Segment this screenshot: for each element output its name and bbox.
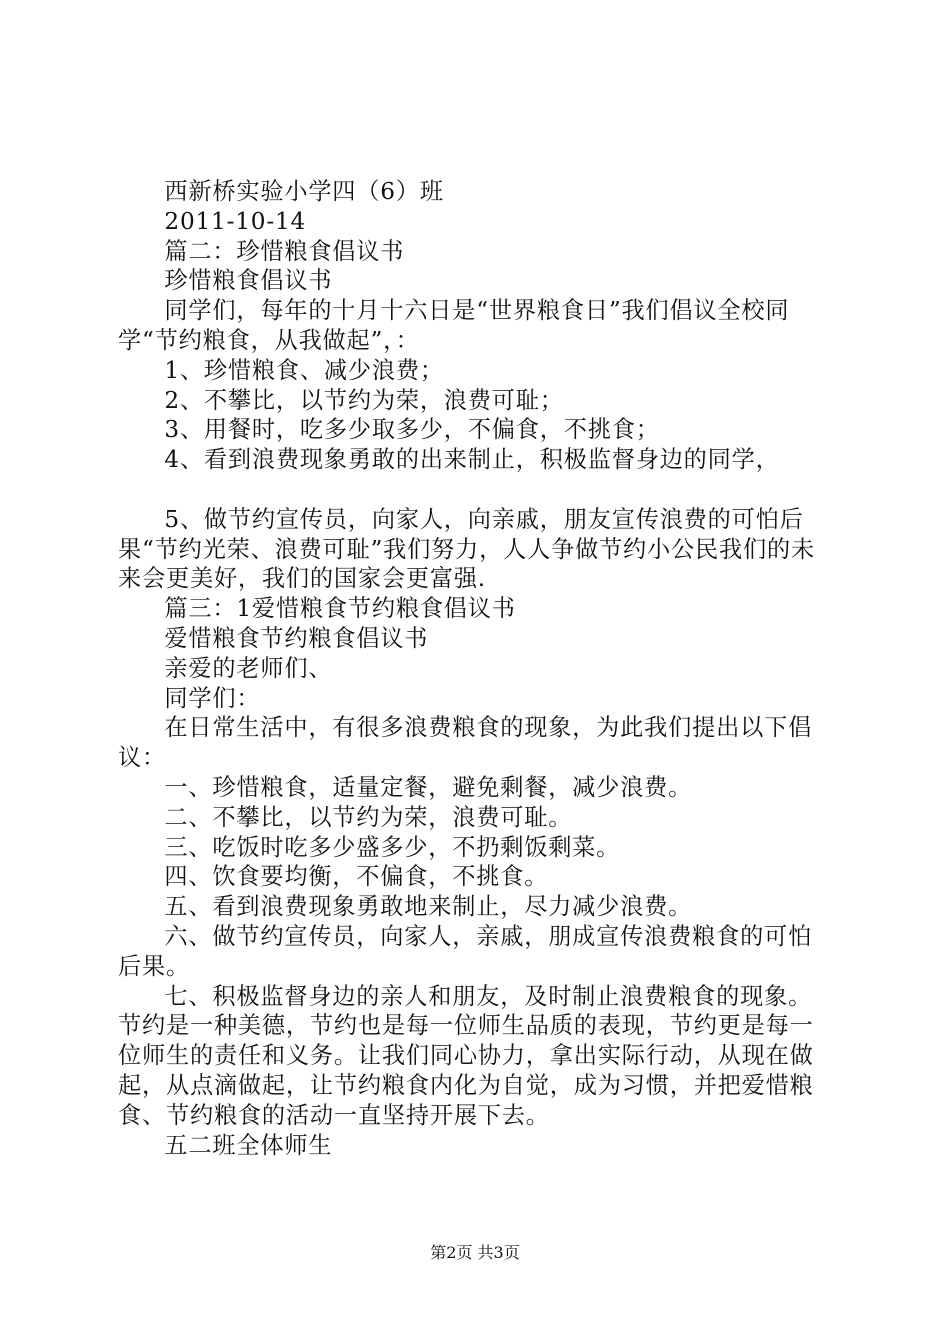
page-footer: 第2页 共3页 [430,1243,520,1262]
list-item: 五、看到浪费现象勇敢地来制止，尽力减少浪费。 [164,893,693,921]
list-item: 四、饮食要均衡，不偏食，不挑食。 [164,863,549,891]
list-item: 2、不攀比，以节约为荣，浪费可耻； [164,386,564,414]
list-item: 三、吃饭时吃多少盛多少，不扔剩饭剩菜。 [164,833,621,861]
list-item: 4、看到浪费现象勇敢的出来制止，积极监督身边的同学， [164,446,780,474]
list-item: 5、做节约宣传员，向家人，向亲戚，朋友宣传浪费的可怕后果“节约光荣、浪费可耻”我们努力，人人争做节约小公民我们的未来会更美好，我们的国家会更富强. [118,505,815,593]
paragraph: 同学们，每年的十月十六日是“世界粮食日”我们倡议全校同学“节约粮食，从我做起”，： [118,297,790,354]
list-item: 二、不攀比，以节约为荣，浪费可耻。 [164,803,573,831]
salutation: 同学们： [164,684,261,712]
signature-class: 西新桥实验小学四（6）班 [164,178,444,205]
section-heading: 篇三：1爱惜粮食节约粮食倡议书 [164,595,516,623]
blank-line [118,475,834,505]
paragraph: 在日常生活中，有很多浪费粮食的现象，为此我们提出以下倡议： [118,714,813,772]
list-item: 3、用餐时，吃多少取多少，不偏食，不挑食； [164,416,660,444]
list-item: 一、珍惜粮食，适量定餐，避免剩餐，减少浪费。 [164,773,693,801]
list-item: 1、珍惜粮食、减少浪费； [164,356,444,384]
list-item: 七、积极监督身边的亲人和朋友，及时制止浪费粮食的现象。节约是一种美德，节约也是每一位师生品质的表现，节约更是每一位师生的责任和义务。让我们同心协力，拿出实际行动，从现在做起，从点滴做起，让节约粮食内化为自觉，成为习惯，并把爱惜粮食、节约粮食的活动一直坚持开展下去。 [118,982,814,1129]
document-body [118,177,834,1160]
document-title: 珍惜粮食倡议书 [164,267,333,295]
document-title: 爱惜粮食节约粮食倡议书 [164,624,429,652]
salutation: 亲爱的老师们、 [164,654,333,682]
signature: 五二班全体师生 [164,1131,333,1159]
signature-date: 2011-10-14 [164,207,307,235]
list-item: 六、做节约宣传员，向家人，亲戚，朋成宣传浪费粮食的可怕后果。 [118,922,813,980]
section-heading: 篇二：珍惜粮食倡议书 [164,237,405,265]
